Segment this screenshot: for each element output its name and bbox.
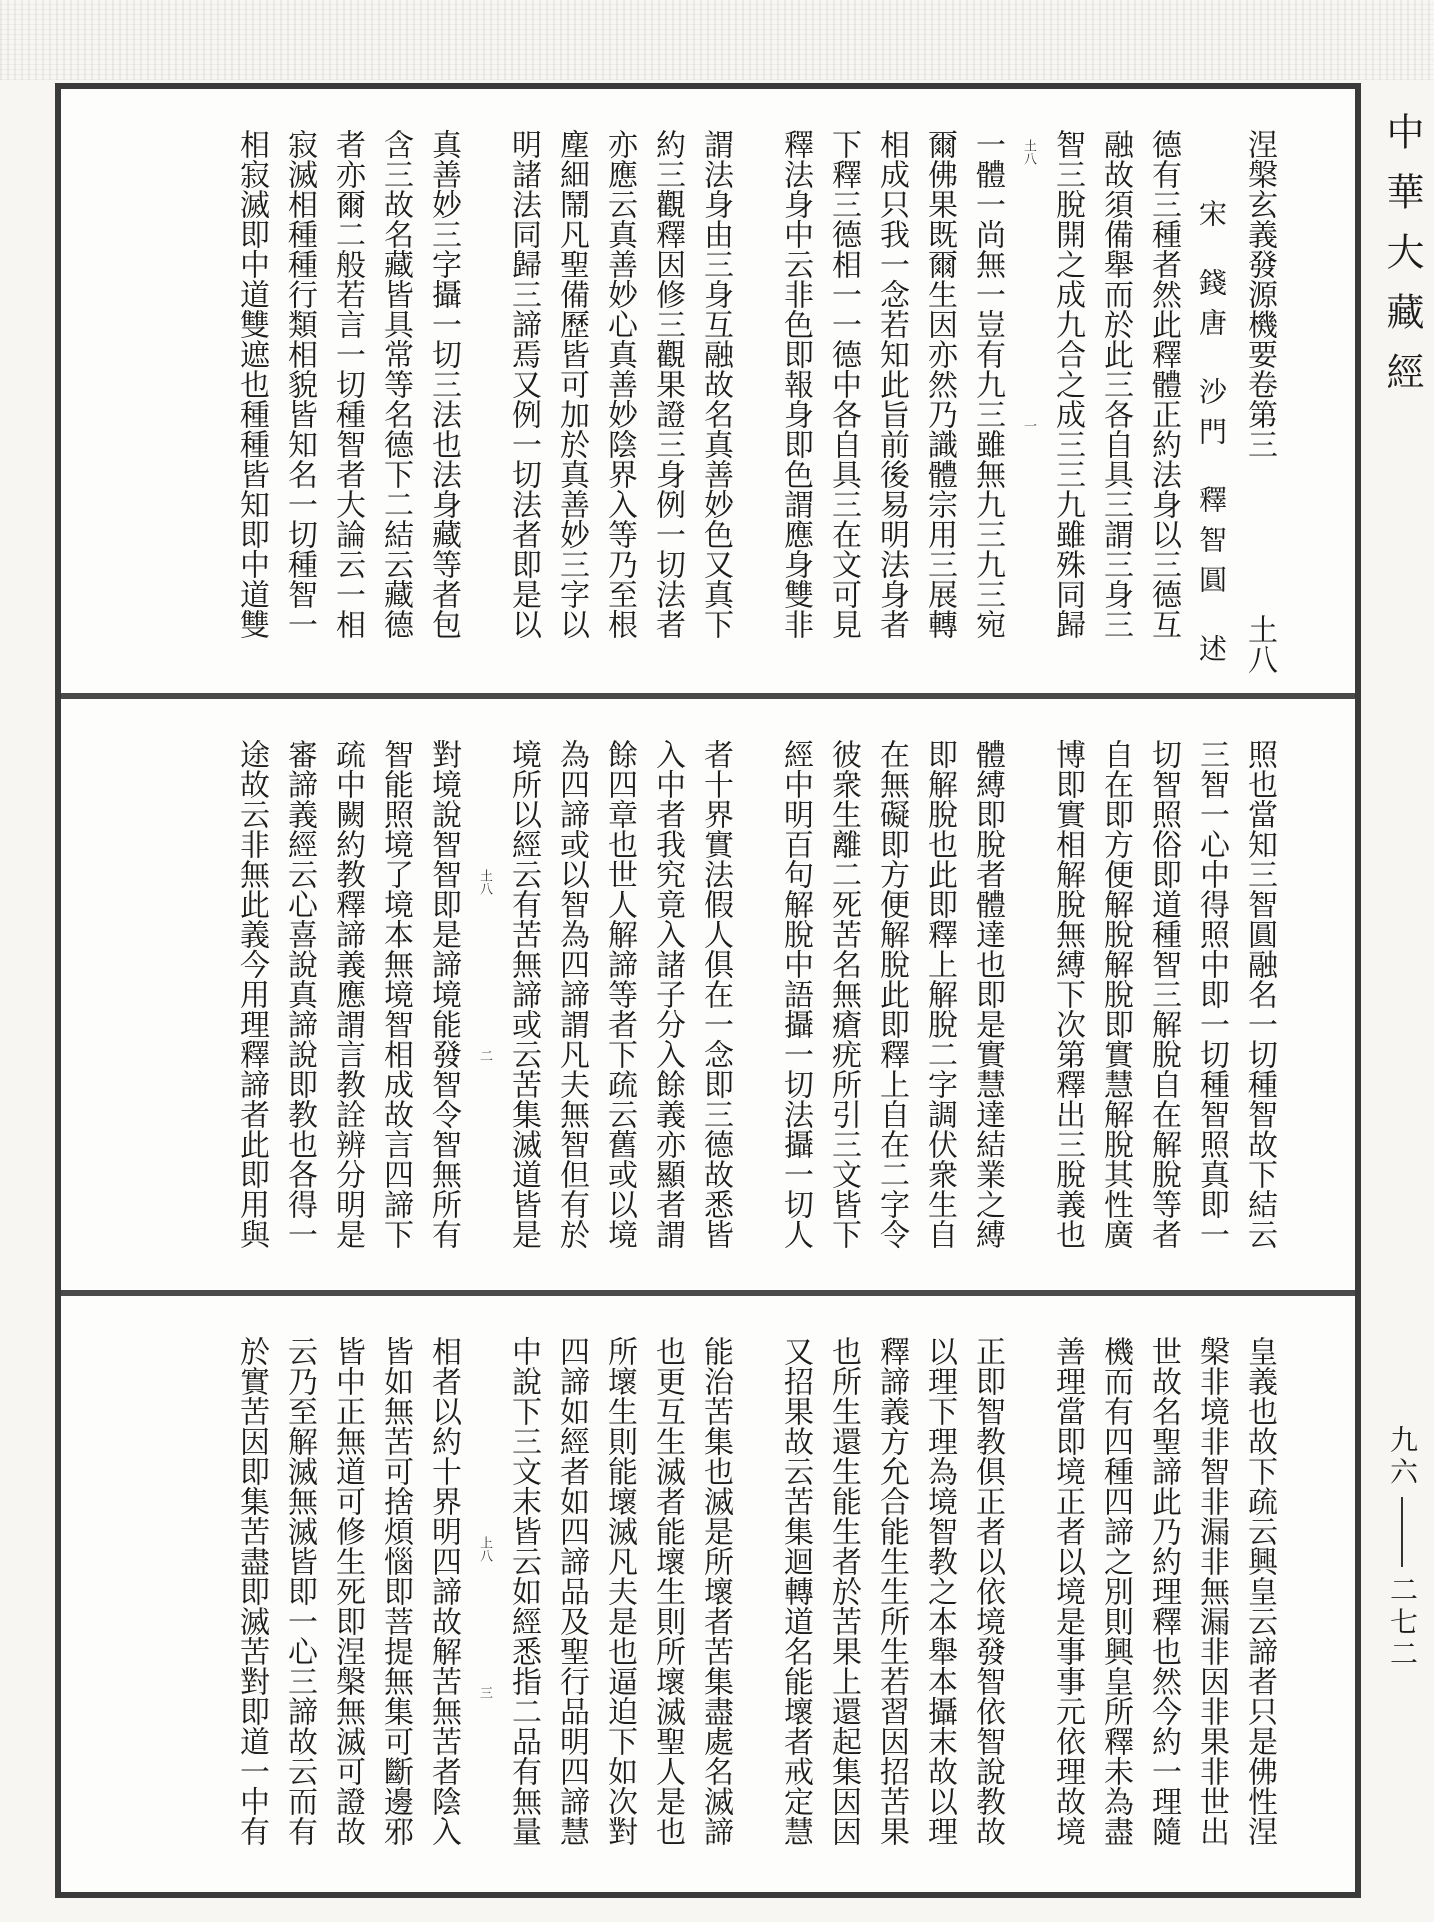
text-column: 相成只我一念若知此旨前後易明法身者	[874, 129, 909, 639]
text-column: 途故云非無此義今用理釋諦者此即用與	[234, 739, 269, 1249]
text-column: 皆中正無道可修生死即涅槃無滅可證故	[330, 1336, 365, 1846]
text-column: 又招果故云苦集迴轉道名能壞者戒定慧	[778, 1336, 813, 1846]
folio-marker: 二	[477, 1049, 492, 1062]
text-column: 境所以經云有苦無諦或云苦集滅道皆是	[506, 739, 541, 1249]
text-column: 一體一尚無一豈有九三雖無九三九三宛	[970, 129, 1005, 639]
column-group-gap	[1011, 1336, 1043, 1881]
text-column: 於實苦因即集苦盡即滅苦對即道一中有	[234, 1336, 269, 1846]
text-column: 寂滅相種種行類相貌皆知名一切種智一	[282, 129, 317, 639]
text-column: 也更互生滅者能壞生則所壞滅聖人是也	[650, 1336, 685, 1846]
text-column: 相寂滅即中道雙遮也種種皆知即中道雙	[234, 129, 269, 639]
column-group-gap	[739, 129, 771, 674]
text-column: 為四諦或以智為四諦謂凡夫無智但有於	[554, 739, 589, 1249]
author-part: 述	[1195, 634, 1228, 674]
text-column: 入中者我究竟入諸子分入餘義亦顯者謂	[650, 739, 685, 1249]
text-column: 機而有四種四諦之別則興皇所釋未為盡	[1098, 1336, 1133, 1846]
page-frame	[55, 83, 1361, 1898]
text-column: 含三故名藏皆具常等名德下二結云藏德	[378, 129, 413, 639]
text-column: 體縛即脫者體達也即是實慧達結業之縛	[970, 739, 1005, 1249]
text-column: 博即實相解脫無縛下次第釋出三脫義也	[1050, 739, 1085, 1249]
folio-marker: 一	[1021, 419, 1036, 432]
page-number-value: 二七二	[1386, 1575, 1419, 1671]
text-column: 正即智教俱正者以依境發智依智說教故	[970, 1336, 1005, 1846]
author-part: 釋智圓	[1195, 485, 1228, 606]
scripture-title-column	[1235, 129, 1283, 674]
text-column: 者亦爾二般若言一切種智者大論云一相	[330, 129, 365, 639]
text-column: 三智一心中得照中即一切種智照真即一	[1194, 739, 1229, 1249]
text-column: 對境說智智即是諦境能發智令智無所有	[426, 739, 461, 1249]
scan-noise	[0, 0, 1434, 80]
folio-marker: 上八	[477, 1536, 492, 1562]
text-panel-top	[61, 89, 1355, 693]
text-column: 能治苦集也滅是所壞者苦集盡處名滅諦	[698, 1336, 733, 1846]
text-column: 疏中闕約教釋諦義應謂言教詮辨分明是	[330, 739, 365, 1249]
text-column: 照也當知三智圓融名一切種智故下結云	[1242, 739, 1277, 1249]
text-column: 也所生還生能生者於苦果上還起集因因	[826, 1336, 861, 1846]
column-group-gap	[739, 739, 771, 1284]
text-column: 所壞生則能壞滅凡夫是也逼迫下如次對	[602, 1336, 637, 1846]
text-column: 餘四章也世人解諦等者下疏云舊或以境	[602, 739, 637, 1249]
volume-mark: 土八	[1242, 614, 1277, 674]
text-panel-middle	[61, 699, 1355, 1290]
column-group-gap	[467, 1336, 499, 1881]
column-group-gap	[467, 129, 499, 674]
text-column: 真善妙三字攝一切三法也法身藏等者包	[426, 129, 461, 639]
text-column: 皆如無苦可捨煩惱即菩提無集可斷邊邪	[378, 1336, 413, 1846]
text-column: 釋法身中云非色即報身即色謂應身雙非	[778, 129, 813, 639]
text-column: 即解脫也此即釋上解脫二字調伏衆生自	[922, 739, 957, 1249]
text-column: 經中明百句解脫中語攝一切法攝一切人	[778, 739, 813, 1249]
text-column: 釋諦義方允合能生生所生若習因招苦果	[874, 1336, 909, 1846]
text-column: 以理下理為境智教之本舉本攝末故以理	[922, 1336, 957, 1846]
text-column: 槃非境非智非漏非無漏非因非果非世出	[1194, 1336, 1229, 1846]
author-part: 錢唐	[1195, 267, 1228, 348]
column-group-gap	[467, 739, 499, 1284]
author-part: 宋	[1195, 199, 1228, 239]
page-volume: 九六	[1386, 1425, 1419, 1489]
text-column: 云乃至解滅無滅皆即一心三諦故云而有	[282, 1336, 317, 1846]
text-column: 在無礙即方便解脫此即釋上自在二字令	[874, 739, 909, 1249]
text-column: 自在即方便解脫解脫即實慧解脫其性廣	[1098, 739, 1133, 1249]
text-column: 世故名聖諦此乃約理釋也然今約一理隨	[1146, 1336, 1181, 1846]
text-column: 智能照境了境本無境智相成故言四諦下	[378, 739, 413, 1249]
text-column: 謂法身由三身互融故名真善妙色又真下	[698, 129, 733, 639]
text-column: 審諦義經云心喜說真諦說即教也各得一	[282, 739, 317, 1249]
column-group-gap	[739, 1336, 771, 1881]
text-column: 切智照俗即道種智三解脫自在解脫等者	[1146, 739, 1181, 1249]
text-column: 者十界實法假人俱在一念即三德故悉皆	[698, 739, 733, 1249]
text-column: 彼衆生離二死苦名無瘡疣所引三文皆下	[826, 739, 861, 1249]
column-group-gap	[1011, 739, 1043, 1284]
author-part: 沙門	[1195, 376, 1228, 457]
text-column: 爾佛果既爾生因亦然乃識體宗用三展轉	[922, 129, 957, 639]
text-panel-bottom	[61, 1296, 1355, 1892]
text-column: 皇義也故下疏云興皇云諦者只是佛性涅	[1242, 1336, 1277, 1846]
text-column: 約三觀釋因修三觀果證三身例一切法者	[650, 129, 685, 639]
text-column: 德有三種者然此釋體正約法身以三德互	[1146, 129, 1181, 639]
text-column: 善理當即境正者以境是事事元依理故境	[1050, 1336, 1085, 1846]
text-column: 亦應云真善妙心真善妙陰界入等乃至根	[602, 129, 637, 639]
text-column: 相者以約十界明四諦故解苦無苦者陰入	[426, 1336, 461, 1846]
column-group-gap	[1011, 129, 1043, 674]
text-column: 塵細鬧凡聖備歷皆可加於真善妙三字以	[554, 129, 589, 639]
collection-title: 中華大藏經	[1380, 112, 1424, 412]
folio-marker: 土八	[1021, 139, 1036, 165]
text-column: 融故須備舉而於此三各自具三謂三身三	[1098, 129, 1133, 639]
author-column	[1187, 129, 1235, 674]
text-column: 中說下三文末皆云如經悉指二品有無量	[506, 1336, 541, 1846]
text-column: 智三脫開之成九合之成三三九雖殊同歸	[1050, 129, 1085, 639]
folio-marker: 土八	[477, 869, 492, 895]
text-column: 四諦如經者如四諦品及聖行品明四諦慧	[554, 1336, 589, 1846]
folio-marker: 三	[477, 1686, 492, 1699]
text-column: 明諸法同歸三諦焉又例一切法者即是以	[506, 129, 541, 639]
text-column: 下釋三德相一一德中各自具三在文可見	[826, 129, 861, 639]
page-number-rule	[1401, 1497, 1403, 1567]
scripture-title: 涅槃玄義發源機要卷第三	[1242, 129, 1277, 459]
page-number	[1385, 1425, 1419, 1671]
